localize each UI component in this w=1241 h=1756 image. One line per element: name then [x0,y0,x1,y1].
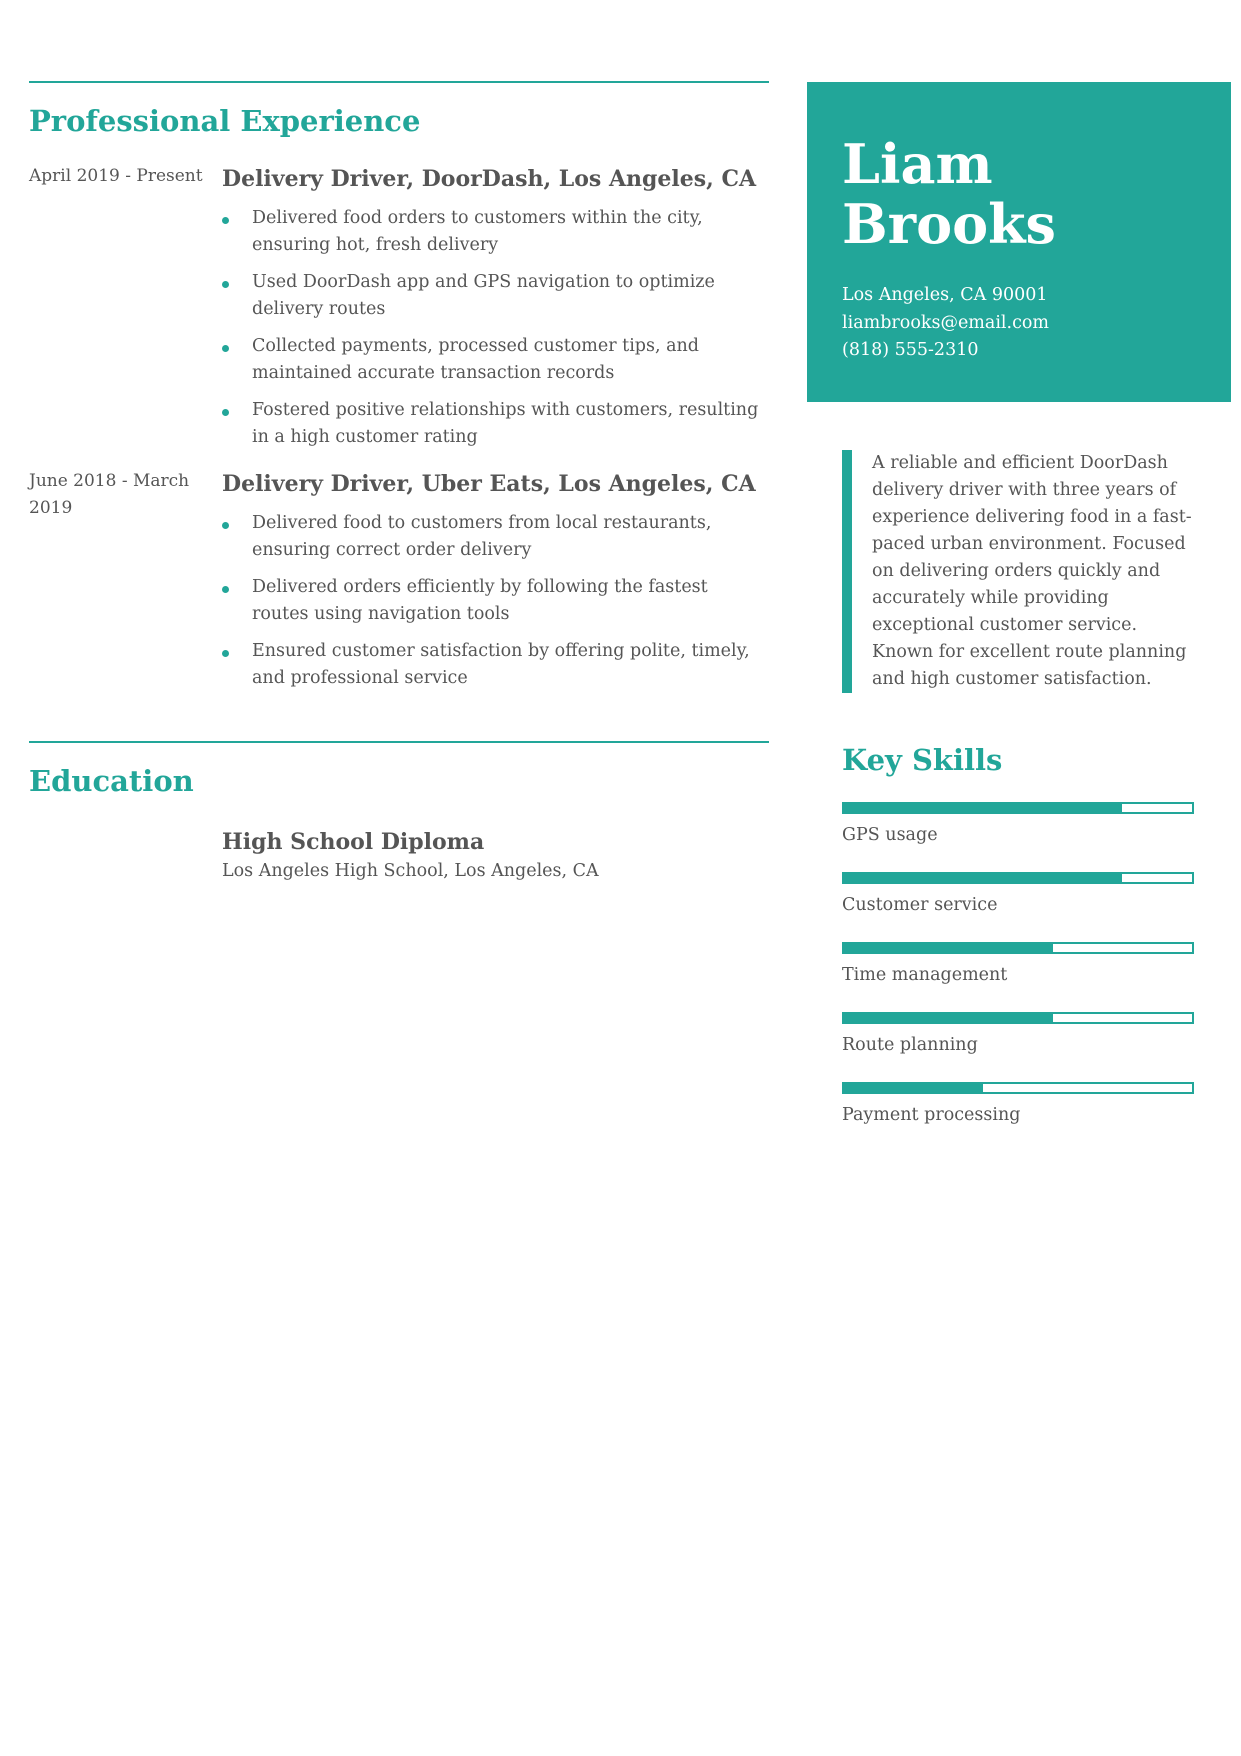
skill-item [842,942,1197,988]
main-column [29,81,769,885]
education-school: Los Angeles High School, Los Angeles, CA [222,861,599,881]
skill-label: Time management [842,965,1008,985]
job-entry [29,163,769,450]
bullet-text: Delivered food orders to customers within the city, ensuring hot, fresh delivery [252,208,703,255]
skill-label: Payment processing [842,1105,1021,1125]
education-entry [222,827,769,885]
job-bullet [222,205,769,258]
bullet-text: Delivered food to customers from local restaurants, ensuring correct order delivery [252,513,712,560]
profile-summary: A reliable and efficient DoorDash delivery driver with three years of experience delivering food in a fast-paced urban environment. Focused on delivering orders quickly and accurately while providing exceptional customer service. Known for excellent route planning and high customer satisfaction. [842,450,1197,693]
skill-item [842,1012,1197,1058]
job-bullet [222,269,769,322]
job-title: Delivery Driver, Uber Eats, Los Angeles, CA [222,471,756,497]
last-name: Brooks [842,192,1056,256]
job-bullets [222,510,769,691]
bullet-text: Delivered orders efficiently by following the fastest routes using navigation tools [252,577,708,624]
skill-level-fill [844,874,1122,882]
bullet-text: Used DoorDash app and GPS navigation to optimize delivery routes [252,272,715,319]
skill-item [842,872,1197,918]
bullet-text: Fostered positive relationships with customers, resulting in a high customer rating [252,400,759,447]
job-title: Delivery Driver, DoorDash, Los Angeles, CA [222,166,757,192]
job-body [222,163,769,450]
job-bullet [222,333,769,386]
contact-address: Los Angeles, CA 90001 [842,285,1048,305]
skill-level-fill [844,1014,1053,1022]
job-bullet [222,510,769,563]
skills-list [842,802,1197,1128]
skill-level-fill [844,1084,983,1092]
education-divider [29,741,769,743]
skill-label: Customer service [842,895,998,915]
job-bullet [222,638,769,691]
skill-item [842,802,1197,848]
bullet-icon [222,281,229,288]
bullet-text: Collected payments, processed customer tips, and maintained accurate transaction records [252,336,700,383]
skill-level-bar [842,1012,1194,1024]
bullet-text: Ensured customer satisfaction by offering polite, timely, and professional service [252,641,750,688]
contact-info [842,282,1196,365]
contact-email[interactable]: liambrooks@email.com [842,312,1050,333]
bullet-icon [222,345,229,352]
skill-level-bar [842,942,1194,954]
skill-label: GPS usage [842,825,938,845]
skill-level-fill [844,944,1053,952]
skill-level-bar [842,802,1194,814]
skill-item [842,1082,1197,1128]
first-name: Liam [842,132,993,196]
bullet-icon [222,522,229,529]
bullet-icon [222,217,229,224]
job-bullets [222,205,769,450]
bullet-icon [222,586,229,593]
job-date: June 2018 - March 2019 [29,471,190,518]
contact-phone[interactable]: (818) 555-2310 [842,340,979,360]
job-body [222,468,769,691]
job-bullet [222,397,769,450]
skill-label: Route planning [842,1035,978,1055]
education-heading: Education [29,764,194,798]
skills-section [842,742,1197,1128]
skills-heading: Key Skills [842,743,1003,777]
skill-level-bar [842,1082,1194,1094]
experience-heading: Professional Experience [29,104,421,138]
education-degree: High School Diploma [222,829,485,855]
job-entry [29,468,769,691]
bullet-icon [222,650,229,657]
skill-level-fill [844,804,1122,812]
name-header [807,82,1231,402]
job-date: April 2019 - Present [29,166,203,186]
bullet-icon [222,409,229,416]
skill-level-bar [842,872,1194,884]
experience-divider [29,81,769,83]
job-bullet [222,574,769,627]
